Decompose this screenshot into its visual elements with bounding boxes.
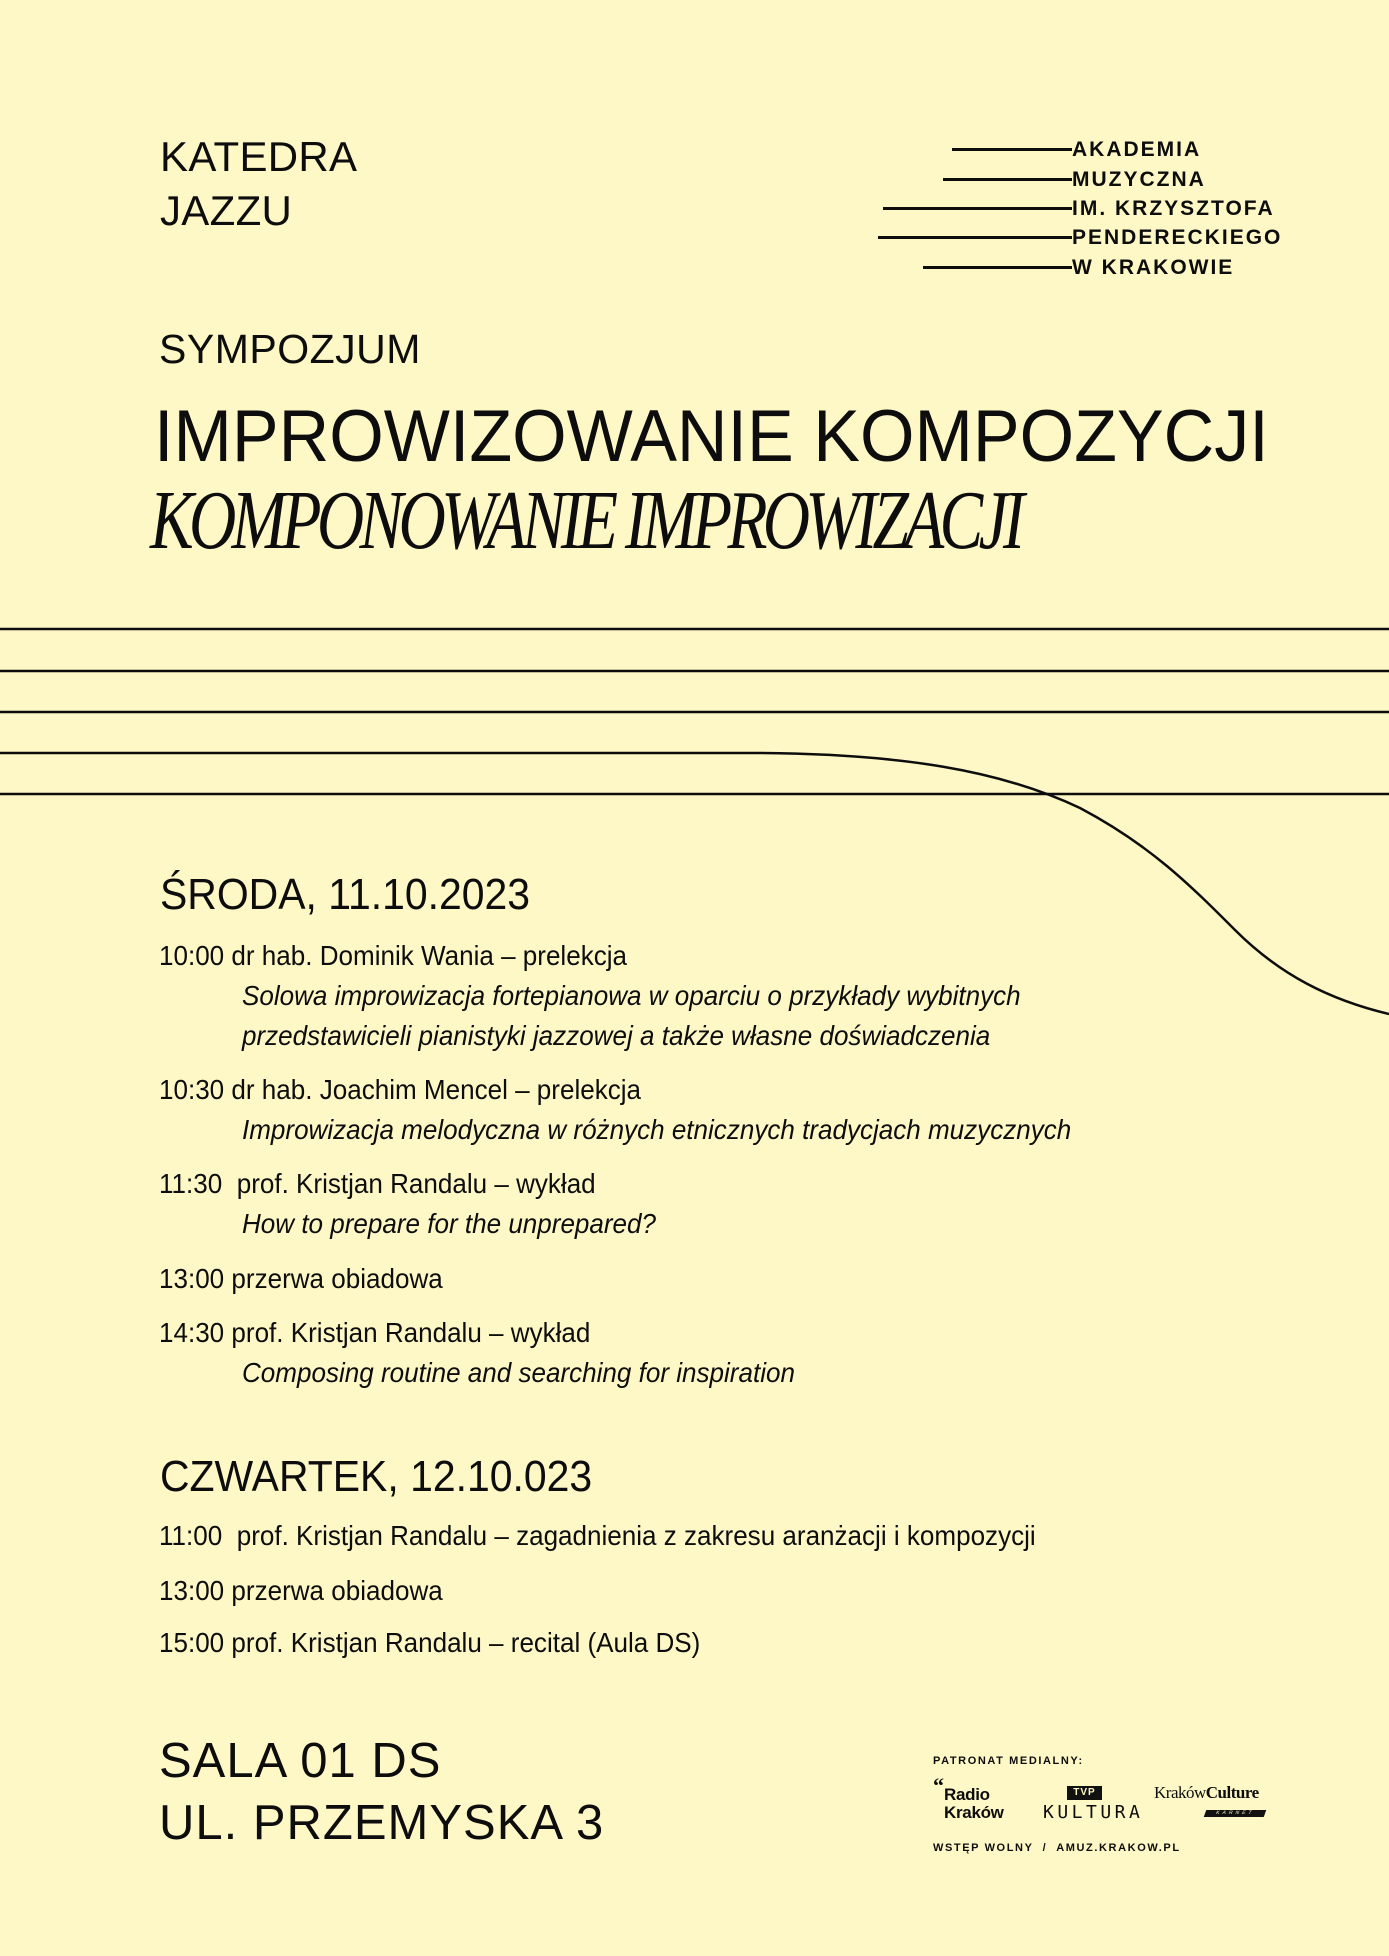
item-description: Improwizacja melodyczna w różnych etnicznych tradycjach muzycznych [242, 1114, 1072, 1145]
program-item [159, 940, 627, 972]
website-link[interactable]: AMUZ.KRAKOW.PL [1056, 1842, 1181, 1854]
logo-text: PENDERECKIEGO [1072, 226, 1283, 249]
radio-krakow-line2: Kraków [944, 1803, 1004, 1822]
separator: / [1042, 1842, 1048, 1854]
krakow-culture-part1: Kraków [1154, 1783, 1206, 1802]
item-description: przedstawicieli pianistyki jazzowej a także własne doświadczenia [242, 1020, 991, 1051]
patronage-label: PATRONAT MEDIALNY: [933, 1755, 1084, 1767]
item-title: prof. Kristjan Randalu – wykład [236, 1168, 596, 1199]
department-name [160, 130, 357, 238]
item-time: 13:00 [159, 1263, 225, 1294]
logo-line [878, 236, 1072, 239]
logo-row [860, 195, 1280, 225]
item-time: 15:00 [159, 1627, 225, 1658]
program-item [159, 1575, 443, 1607]
radio-krakow-line1: Radio [944, 1785, 990, 1804]
admission-text: WSTĘP WOLNY [933, 1842, 1034, 1854]
item-time: 11:00 [159, 1520, 223, 1551]
program-item [159, 1263, 443, 1295]
krakow-culture-part2: Culture [1205, 1783, 1259, 1802]
karnet-badge: KARNET [1204, 1810, 1267, 1817]
program-item [159, 1074, 641, 1106]
footer-info [933, 1842, 1181, 1854]
department-line-2: JAZZU [160, 187, 293, 234]
radio-krakow-logo [944, 1786, 1004, 1822]
logo-line [952, 148, 1072, 151]
item-title: przerwa obiadowa [231, 1263, 443, 1294]
item-time: 11:30 [159, 1168, 223, 1199]
logo-row [860, 254, 1280, 284]
program-item [159, 1317, 590, 1349]
item-time: 10:00 [159, 940, 225, 971]
venue-room: SALA 01 DS [159, 1734, 442, 1788]
item-title: dr hab. Joachim Mencel – prelekcja [231, 1074, 642, 1105]
event-title: IMPROWIZOWANIE KOMPOZYCJI [154, 396, 1269, 477]
item-time: 14:30 [159, 1317, 225, 1348]
item-time: 13:00 [159, 1575, 225, 1606]
program-item [159, 1520, 1036, 1552]
item-title: przerwa obiadowa [231, 1575, 443, 1606]
program-item [159, 1627, 700, 1659]
krakow-culture-logo [1154, 1783, 1259, 1803]
event-type: SYMPOZJUM [159, 326, 421, 372]
item-description: Composing routine and searching for inspiration [242, 1357, 795, 1388]
program-item [159, 1168, 596, 1200]
item-title: prof. Kristjan Randalu – wykład [231, 1317, 591, 1348]
venue-address: UL. PRZEMYSKA 3 [159, 1796, 605, 1850]
logo-row [860, 166, 1280, 196]
item-description: Solowa improwizacja fortepianowa w oparciu o przykłady wybitnych [242, 980, 1021, 1011]
item-description: How to prepare for the unprepared? [242, 1208, 657, 1239]
logo-text: W KRAKOWIE [1072, 256, 1235, 279]
day-heading: CZWARTEK, 12.10.023 [160, 1452, 593, 1501]
item-title: dr hab. Dominik Wania – prelekcja [231, 940, 628, 971]
logo-text: AKADEMIA [1072, 138, 1202, 161]
logo-text: IM. KRZYSZTOFA [1072, 197, 1275, 220]
logo-line [883, 207, 1072, 210]
logo-text: MUZYCZNA [1072, 168, 1206, 191]
department-line-1: KATEDRA [160, 133, 358, 180]
event-subtitle: KOMPONOWANIE IMPROWIZACJI [150, 474, 1021, 567]
tvp-badge: TVP [1067, 1786, 1102, 1800]
tvp-kultura-logo: KULTURA [1043, 1802, 1144, 1823]
item-title: prof. Kristjan Randalu – recital (Aula DS) [231, 1627, 701, 1658]
item-title: prof. Kristjan Randalu – zagadnienia z zakresu aranżacji i kompozycji [236, 1520, 1036, 1551]
item-time: 10:30 [159, 1074, 225, 1105]
venue [159, 1730, 604, 1854]
logo-row [860, 136, 1280, 166]
radio-krakow-quote-icon: “ [933, 1773, 944, 1798]
day-heading: ŚRODA, 11.10.2023 [160, 870, 531, 919]
logo-row [860, 224, 1283, 254]
logo-line [943, 178, 1072, 181]
logo-line [923, 266, 1072, 269]
